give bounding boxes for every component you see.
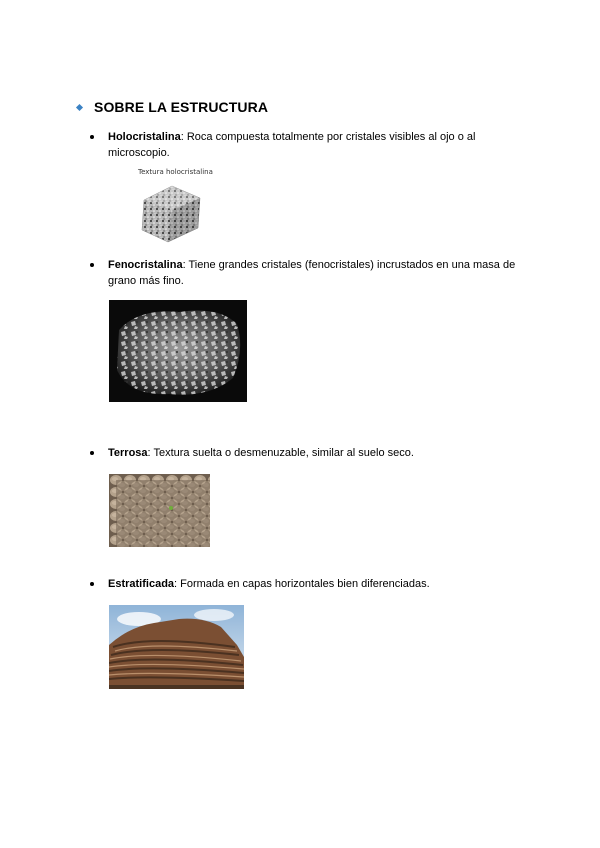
term-label: Terrosa [108, 447, 148, 459]
list-item-text [108, 445, 530, 461]
bullet-icon [90, 263, 94, 267]
term-label: Estratificada [108, 578, 175, 590]
term-description: : Tiene grandes cristales (fenocristales) incrustados en una masa de grano más fino. [108, 259, 516, 287]
diamond-bullet-icon [76, 103, 83, 110]
fenocristalina-rock-image [109, 300, 247, 402]
list-item-estratificada [90, 576, 530, 592]
list-item-fenocristalina [90, 257, 530, 289]
bullet-icon [90, 451, 94, 455]
terrosa-soil-image [109, 474, 210, 547]
term-description: : Textura suelta o desmenuzable, similar al suelo seco. [147, 447, 414, 459]
image-caption: Textura holocristalina [138, 168, 213, 176]
list-item-text [108, 257, 530, 289]
bullet-icon [90, 135, 94, 139]
term-label: Fenocristalina [108, 259, 183, 271]
list-item-text [108, 576, 530, 592]
list-item-terrosa [90, 445, 530, 461]
section-title: SOBRE LA ESTRUCTURA [94, 99, 269, 115]
section-heading [74, 99, 268, 115]
term-description: : Roca compuesta totalmente por cristales visibles al ojo o al microscopio. [108, 131, 476, 159]
list-item-text [108, 129, 530, 161]
list-item-holocristalina [90, 129, 530, 161]
term-label: Holocristalina [108, 131, 181, 143]
bullet-icon [90, 582, 94, 586]
term-description: : Formada en capas horizontales bien diferenciadas. [174, 578, 430, 590]
estratificada-rock-image [109, 605, 244, 689]
holocristalina-rock-image [138, 178, 206, 246]
